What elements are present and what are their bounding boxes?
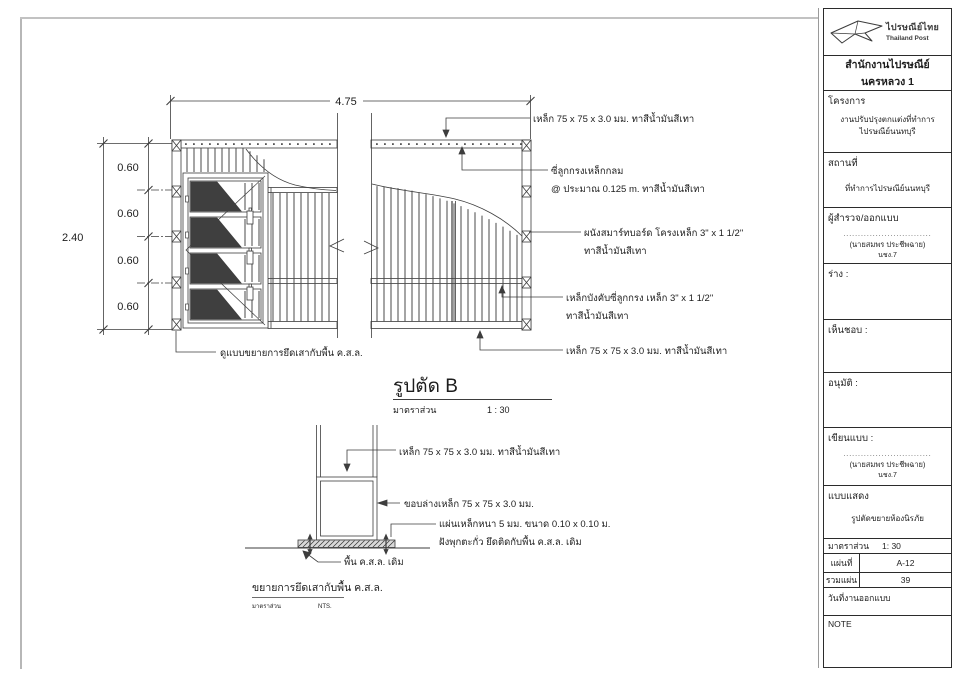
foundation-detail	[245, 425, 436, 562]
office-name: สำนักงานไปรษณีย์นครหลวง 1	[824, 56, 951, 91]
brand-english: Thailand Post	[886, 35, 929, 42]
thailand-post-logo-icon	[828, 13, 886, 53]
dim-seg-3: 0.60	[117, 255, 139, 267]
project-line1: งานปรับปรุงตกแต่งที่ทำการ	[840, 115, 935, 124]
approve-label: อนุมัติ :	[828, 378, 858, 389]
designer-position: นชง.7	[878, 252, 897, 260]
total-sheets-value: 39	[900, 575, 911, 585]
drafter-section	[824, 428, 951, 486]
designer-name: (นายสมพร ประชีพฉาย)	[849, 240, 926, 250]
detail-annotation-bottom-frame: ขอบล่างเหล็ก 75 x 75 x 3.0 มม.	[404, 499, 534, 510]
section-title: รูปตัด B	[393, 376, 458, 397]
total-sheets-row	[824, 573, 951, 588]
annotation-brace-line2: ทาสีน้ำมันสีเทา	[566, 311, 629, 322]
project-label: โครงการ	[828, 96, 866, 107]
detail-annotation-floor: พื้น ค.ส.ล. เดิม	[344, 557, 404, 568]
designer-signature-line: ..............................	[843, 231, 932, 238]
designer-label: ผู้สำรวจ/ออกแบบ	[828, 213, 899, 224]
detail-scale-label: มาตราส่วน	[252, 604, 281, 610]
annotation-steel-bottom: เหล็ก 75 x 75 x 3.0 มม. ทาสีน้ำมันสีเทา	[566, 346, 728, 357]
location-section	[824, 153, 951, 208]
draft-section	[824, 264, 951, 320]
location-value: ที่ทำการไปรษณีย์นนทบุรี	[844, 184, 931, 193]
detail-scale-value: NTS.	[318, 604, 332, 610]
title-block-logo-row	[824, 9, 951, 56]
detail-title: ขยายการยึดเสากับพื้น ค.ส.ล.	[252, 582, 383, 594]
annotation-brace-line1: เหล็กบังคับซี่ลูกกรง เหล็ก 3" x 1 1/2"	[566, 293, 714, 304]
dim-seg-4: 0.60	[117, 301, 139, 313]
annotation-wall-line1: ผนังสมาร์ทบอร์ด โครงเหล็ก 3" x 1 1/2"	[584, 228, 744, 239]
title-block	[823, 8, 952, 668]
scale-row	[824, 539, 951, 554]
dim-seg-2: 0.60	[117, 208, 139, 220]
shows-section	[824, 486, 951, 539]
title-block-separator	[818, 8, 819, 668]
drafter-position: นชง.7	[878, 472, 897, 480]
designer-section	[824, 208, 951, 264]
sheet-number-value: A-12	[896, 558, 915, 568]
project-line2: ไปรษณีย์นนทบุรี	[859, 126, 916, 136]
section-scale-label: มาตราส่วน	[393, 405, 437, 415]
review-label: เห็นชอบ :	[828, 325, 868, 336]
dim-total-value: 2.40	[62, 232, 84, 244]
detail-annotation-plate-line2: ฝังพุกตะกั่ว ยึดติดกับพื้น ค.ส.ล. เดิม	[439, 537, 582, 548]
annotation-wall-line2: ทาสีน้ำมันสีเทา	[584, 246, 647, 257]
review-section	[824, 320, 951, 373]
scale-label: มาตราส่วน	[828, 541, 870, 551]
project-section	[824, 91, 951, 153]
annotation-see-detail: ดูแบบขยายการยึดเสากับพื้น ค.ส.ล.	[220, 348, 363, 359]
design-date-label: วันที่งานออกแบบ	[828, 593, 891, 603]
brand-thai: ไปรษณีย์ไทย	[886, 22, 940, 32]
detail-annotation-steel: เหล็ก 75 x 75 x 3.0 มม. ทาสีน้ำมันสีเทา	[399, 447, 561, 458]
location-label: สถานที่	[828, 158, 858, 169]
shows-label: แบบแสดง	[828, 491, 869, 502]
annotation-steel-top: เหล็ก 75 x 75 x 3.0 มม. ทาสีน้ำมันสีเทา	[533, 114, 695, 125]
approve-section	[824, 373, 951, 428]
drafter-signature-line: ..............................	[843, 451, 932, 458]
drafter-label: เขียนแบบ :	[828, 433, 874, 444]
note-section	[824, 616, 951, 668]
scale-value: 1: 30	[882, 541, 901, 551]
dim-seg-1: 0.60	[117, 162, 139, 174]
rail-dots	[177, 143, 522, 145]
draft-label: ร่าง :	[828, 269, 849, 280]
note-label: NOTE	[828, 619, 852, 629]
drafter-name: (นายสมพร ประชีพฉาย)	[849, 460, 926, 470]
sheet-number-label: แผ่นที่	[824, 554, 860, 572]
shows-value: รูปตัดขยายห้องนิรภัย	[851, 514, 924, 523]
section-scale-value: 1 : 30	[487, 405, 510, 415]
detail-annotation-plate-line1: แผ่นเหล็กหนา 5 มม. ขนาด 0.10 x 0.10 ม.	[439, 519, 611, 530]
total-sheets-label: รวมแผ่น	[824, 573, 860, 587]
sheet-number-row	[824, 554, 951, 573]
design-date-section	[824, 588, 951, 616]
annotation-bars-line1: ซี่ลูกกรงเหล็กกลม	[551, 166, 624, 177]
annotation-bars-line2: @ ประมาณ 0.125 m. ทาสีน้ำมันสีเทา	[551, 184, 705, 195]
dim-top-value: 4.75	[335, 96, 357, 108]
